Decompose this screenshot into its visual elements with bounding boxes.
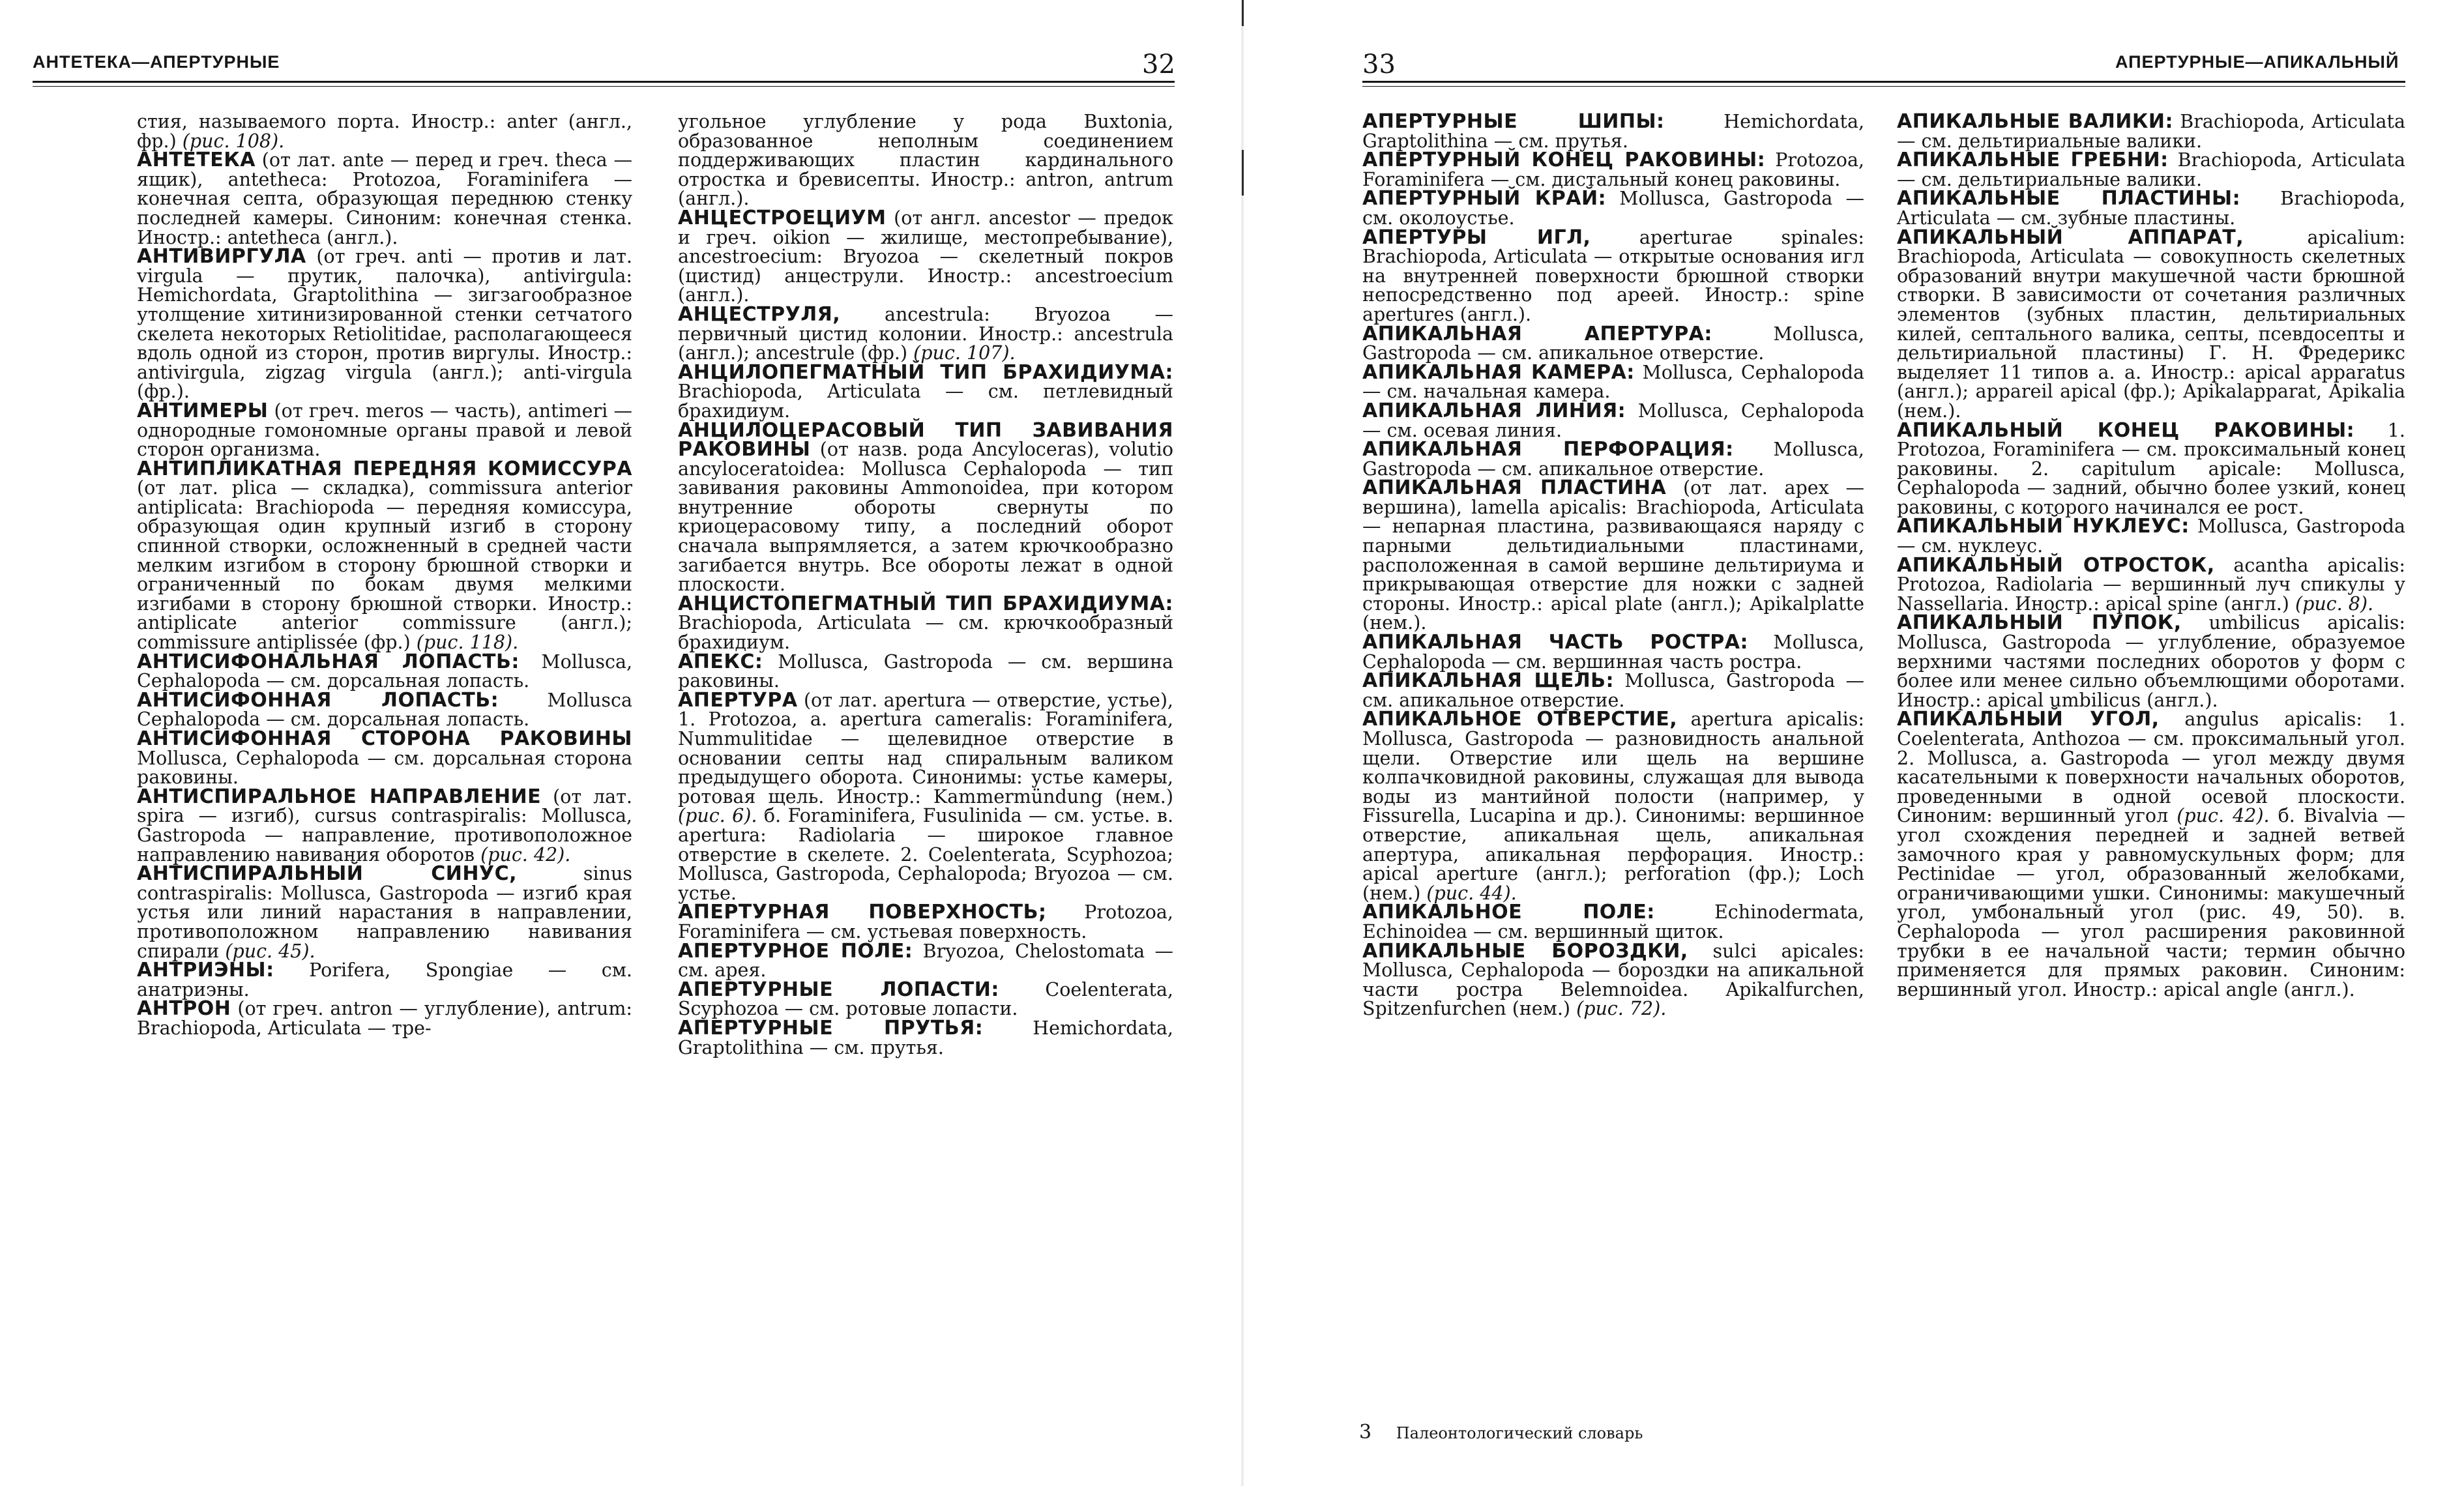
footer-title: Палеонтологический словарь <box>1396 1424 1643 1442</box>
dictionary-entry <box>1897 189 2405 227</box>
entry-text: Mollusca, Cephalopoda — см. начальная камера. <box>1362 361 1864 403</box>
header-rule <box>1362 81 2405 83</box>
running-head-right: АПЕРТУРНЫЕ—АПИКАЛЬНЫЙ <box>2115 52 2399 72</box>
entry-text: Mollusca, Gastropoda — см. околоустье. <box>1362 188 1864 229</box>
entry-headword: АПИКАЛЬНЫЙ НУКЛЕУС: <box>1897 515 2190 538</box>
entry-headword: АПЕРТУРНЫЙ КОНЕЦ РАКОВИНЫ: <box>1362 149 1766 172</box>
book-gutter <box>1241 0 1244 1486</box>
dictionary-entry <box>1897 112 2405 151</box>
dictionary-entry <box>137 999 632 1038</box>
entry-text: Mollusca, Cephalopoda — см. дорсальная лопасть. <box>137 650 632 692</box>
header-rule-thin <box>33 86 1175 87</box>
entry-text: sinus contraspiralis: Mollusca, Gastropoda — изгиб края устья или линий нарастания в направлении, противоположном направлению навивания спирали <box>137 863 632 962</box>
entry-text: umbilicus apicalis: Mollusca, Gastropoda — углубление, образуемое верхними частями последних оборотов у форм с более или менее сильно объемлющими оборотами. Иностр.: apical umbilicus (англ.). <box>1897 612 2405 711</box>
entry-headword: АПЕРТУРНЫЕ ШИПЫ: <box>1362 110 1665 133</box>
signature-mark: 3 <box>1359 1421 1372 1444</box>
entry-text: Protozoa, Foraminifera — см. устьевая поверхность. <box>678 901 1173 942</box>
entry-headword: АНЦИЛОПЕГМАТНЫЙ ТИП БРАХИДИУМА: <box>678 360 1173 384</box>
dictionary-entry <box>678 360 1173 422</box>
dictionary-entry <box>1897 553 2406 615</box>
entry-headword: АПЕКС: <box>678 650 763 673</box>
entry-headword: АПИКАЛЬНАЯ ПЕРФОРАЦИЯ: <box>1362 438 1734 461</box>
dictionary-entry <box>678 1016 1173 1058</box>
dictionary-entry <box>678 688 1174 904</box>
entry-text: sulci apicales: Mollusca, Cephalopoda — бороздки на апикальной части ростра Belemnoidea. Apikalfurchen, Spitzenfurchen (нем.) <box>1362 940 1864 1020</box>
figure-reference: (рис. 44). <box>1426 882 1517 904</box>
figure-reference: (рис. 8). <box>2295 592 2374 615</box>
dictionary-entry <box>1362 322 1864 364</box>
entry-headword: АНТРОН <box>137 997 231 1021</box>
entry-text: ancestrula: Bryozoa — первичный цистид колонии. Иностр.: ancestrula (англ.); ancestrule (фр.) <box>678 303 1173 364</box>
entry-headword: АПИКАЛЬНОЕ ПОЛЕ: <box>1362 901 1655 924</box>
entry-headword: АНТИСПИРАЛЬНЫЙ СИНУС, <box>137 862 517 886</box>
dictionary-entry <box>1897 151 2405 189</box>
entry-text: apicalium: Brachiopoda, Articulata — совокупность скелетных образований внутри макушечной части брюшной створки. В зависимости от сочетания различных элементов (зубных пластин, дельтириальных килей, септального валика, септы, псевдосепты и дельтириальной пластины) Г. Н. Фредерикс выделяет 11 типов а. а. Иностр.: apical apparatus (англ.); appareil apical (фр.); Apikalapparat, Apikalia (нем.). <box>1897 226 2405 422</box>
entry-headword: АПИКАЛЬНАЯ ПЛАСТИНА <box>1362 476 1667 500</box>
entry-text: Brachiopoda, Articulata — см. дельтириальные валики. <box>1897 111 2405 152</box>
entry-text: Protozoa, Foraminifera — см. дистальный конец раковины. <box>1362 149 1864 190</box>
entry-text: Mollusca, Cephalopoda — см. осевая линия. <box>1362 400 1864 441</box>
entry-text: angulus apicalis: 1. Coelenterata, Anthozoa — см. проксимальный угол. 2. Mollusca, а. Gastropoda — угол между двумя касательными к поверхности начальных оборотов, проведенными в одной осевой плоскости. Синоним: вершинный угол <box>1897 708 2405 827</box>
entry-text-continued: б. Bivalvia — угол схождения передней и задней ветвей замочного края у равномускульных форм; для Pectinidae — угол, образованный желобками, ограничивающими ушки. Синонимы: макушечный угол, умбональный угол (рис. 49, 50). в. Cephalopoda — угол расширения раковинной трубки в ее начальной части; термин обычно применяется для прямых раковин. Синоним: вершинный угол. Иностр.: apical angle (англ.). <box>1897 805 2405 1000</box>
dictionary-entry <box>1362 903 1864 941</box>
entry-headword: АПИКАЛЬНЫЙ ОТРОСТОК, <box>1897 553 2215 577</box>
dictionary-entry <box>1897 613 2405 710</box>
gutter-mark <box>1242 150 1244 196</box>
entry-text: Mollusca Cephalopoda — см. дорсальная лопасть. <box>137 689 632 731</box>
entry-headword: АПИКАЛЬНОЕ ОТВЕРСТИЕ, <box>1362 708 1678 731</box>
entry-headword: АПЕРТУРНОЕ ПОЛЕ: <box>678 939 913 963</box>
entry-text: Brachiopoda, Articulata — см. петлевидный брахидиум. <box>678 381 1173 422</box>
entry-text: стия, называемого порта. Иностр.: anter (англ., фр.) <box>137 111 632 152</box>
dictionary-entry <box>137 401 632 459</box>
dictionary-entry <box>137 151 632 247</box>
entry-headword: АПЕРТУРНЫЕ ЛОПАСТИ: <box>678 978 999 1001</box>
dictionary-entry <box>1362 939 1864 1020</box>
entry-headword: АНТИВИРГУЛА <box>137 245 306 269</box>
entry-headword: АНЦЕСТРОЕЦИУМ <box>678 206 887 229</box>
entry-headword: АПИКАЛЬНЫЕ БОРОЗДКИ, <box>1362 939 1688 963</box>
dictionary-entry <box>137 729 632 787</box>
entry-text: (от греч. anti — против и лат. virgula — прутик, палочка), antivirgula: Hemichordata, Graptolithina — зигзагообразное утолщение хитинизированной стенки сетчатого скелета некоторых Retiolitidae, располагающееся вдоль одной из сторон, против виргулы. Иностр.: antivirgula, zigzag virgula (англ.); anti-virgula (фр.). <box>137 246 632 403</box>
entry-headword: АПИКАЛЬНАЯ КАМЕРА: <box>1362 360 1635 384</box>
entry-text: Mollusca, Gastropoda — см. апикальное отверстие. <box>1362 670 1864 711</box>
entry-text: Mollusca, Cephalopoda — см. вершинная часть ростра. <box>1362 632 1864 673</box>
dictionary-entry <box>678 939 1173 982</box>
dictionary-entry <box>1897 228 2405 421</box>
entry-headword: АНТИСИФОННАЯ СТОРОНА РАКОВИНЫ <box>137 727 632 750</box>
dictionary-entry <box>1362 360 1864 403</box>
dictionary-entry <box>137 112 632 151</box>
entry-text: Mollusca, Gastropoda — см. апикальное отверстие. <box>1362 439 1864 480</box>
entry-text-continued: б. Foraminifera, Fusulinida — см. устье. в. apertura: Radiolaria — широкое главное отверстие в скелете. 2. Coelenterata, Scyphozoa; Mollusca, Gastropoda, Cephalopoda; Bryozoa — см. устье. <box>678 805 1174 904</box>
dictionary-entry <box>678 302 1173 364</box>
dictionary-entry <box>137 652 632 691</box>
left-page-column-1 <box>137 112 632 1038</box>
entry-headword: АПИКАЛЬНЫЙ КОНЕЦ РАКОВИНЫ: <box>1897 418 2355 442</box>
entry-text: Mollusca, Cephalopoda — см. дорсальная сторона раковины. <box>137 747 632 789</box>
entry-headword: АНЦИЛОЦЕРАСОВЫЙ ТИП ЗАВИВАНИЯ РАКОВИНЫ <box>678 418 1173 461</box>
entry-text: Hemichordata, Graptolithina — см. прутья. <box>678 1017 1173 1058</box>
entry-text: aperturae spinales: Brachiopoda, Articulata — открытые основания игл на внутренней поверхности брюшной створки непосредственно под ареей. Иностр.: spine apertures (англ.). <box>1362 226 1864 325</box>
figure-reference: (рис. 45). <box>225 940 315 962</box>
dictionary-entry <box>137 787 632 864</box>
right-page-column-1 <box>1362 112 1864 1019</box>
entry-headword: АПИКАЛЬНАЯ АПЕРТУРА: <box>1362 322 1712 345</box>
entry-text: (от лат. apex — вершина), lamella apicalis: Brachiopoda, Articulata — непарная пластина, развивающаяся наряду с парными дельтидиальными пластинами, расположенная в самой вершине дельтириума и прикрывающая отверстие для ножки с задней стороны. Иностр.: apical plate (англ.); Apikalplatte (нем.). <box>1362 477 1864 634</box>
entry-text: Mollusca, Gastropoda — см. нуклеус. <box>1897 516 2405 557</box>
dictionary-entry <box>678 903 1173 941</box>
dictionary-entry <box>1362 671 1864 710</box>
entry-text: Brachiopoda, Articulata — см. дельтириальные валики. <box>1897 149 2405 190</box>
entry-text: (от греч. meros — часть), antimeri — однородные гомономные органы правой и левой сторон организма. <box>137 400 632 461</box>
entry-headword: АНТИМЕРЫ <box>137 399 269 422</box>
entry-headword: АНЦЕСТРУЛЯ, <box>678 302 841 326</box>
entry-text: (от англ. ancestor — предок и греч. oikion — жилище, местопребывание), ancestroecium: Bryozoa — скелетный покров (цистид) анцеструли. Иностр.: ancestroecium (англ.). <box>678 207 1173 306</box>
entry-text: apertura apicalis: Mollusca, Gastropoda — разновидность анальной щели. Отверстие или щель на вершине колпачковидной раковины, служащая для вывода воды из мантийной полости (например, у Fissurella, Lucapina и др.). Синонимы: вершинное отверстие, апикальная щель, апикальная апертура, апикальная перфорация. Иностр.: apical aperture (англ.); perforation (фр.); Loch (нем.) <box>1362 708 1864 904</box>
figure-reference: (рис. 108). <box>182 130 285 152</box>
dictionary-entry <box>137 247 632 401</box>
entry-text: Mollusca, Gastropoda — см. апикальное отверстие. <box>1362 323 1864 364</box>
entry-headword: АНТРИЭНЫ: <box>137 959 274 982</box>
entry-headword: АНТЕТЕКА <box>137 149 256 172</box>
entry-headword: АПИКАЛЬНАЯ ЛИНИЯ: <box>1362 399 1626 422</box>
dictionary-entry <box>137 864 632 961</box>
entry-headword: АПИКАЛЬНЫЕ ВАЛИКИ: <box>1897 110 2174 133</box>
entry-headword: АПИКАЛЬНЫЕ ГРЕБНИ: <box>1897 149 2169 172</box>
left-page-column-2 <box>678 112 1173 1057</box>
entry-headword: АПЕРТУРА <box>678 688 798 712</box>
dictionary-entry <box>137 459 632 652</box>
entry-text: Coelenterata, Scyphozoa — см. ротовые лопасти. <box>678 978 1173 1020</box>
entry-text: acantha apicalis: Protozoa, Radiolaria — вершинный луч спикулы у Nassellaria. Иностр.: apical spine (англ.) <box>1897 554 2406 615</box>
dictionary-entry <box>1362 151 1864 189</box>
entry-text: (от назв. рода Ancyloceras), volutio ancyloceratoidea: Mollusca Cephalopoda — тип завивания раковины Ammonoidea, при котором внутренние обороты свернуты по криоцерасовому типу, а последний оборот сначала выпрямляется, а затем крючкообразно загибается внутрь. Все обороты лежат в одной плоскости. <box>678 439 1173 596</box>
dictionary-entry <box>678 112 1173 209</box>
entry-headword: АНТИСПИРАЛЬНОЕ НАПРАВЛЕНИЕ <box>137 785 542 808</box>
entry-text: 1. Protozoa, Foraminifera — см. проксимальный конец раковины. 2. capitulum apicale: Mollusca, Cephalopoda — задний, обычно более узкий, конец раковины, с которого начинался ее рост. <box>1897 419 2405 518</box>
entry-headword: АПЕРТУРНЫЙ КРАЙ: <box>1362 187 1607 211</box>
entry-text: Brachiopoda, Articulata — см. зубные пластины. <box>1897 188 2406 229</box>
entry-text: Porifera, Spongiae — см. анатриэны. <box>137 959 632 1000</box>
dictionary-entry <box>137 961 632 999</box>
figure-reference: (рис. 72). <box>1576 998 1667 1020</box>
page-number-left: 32 <box>1142 50 1175 80</box>
entry-headword: АПИКАЛЬНАЯ ЩЕЛЬ: <box>1362 669 1615 693</box>
dictionary-entry <box>1362 189 1864 227</box>
entry-headword: АПИКАЛЬНЫЙ АППАРАТ, <box>1897 226 2244 249</box>
dictionary-entry <box>1897 710 2405 999</box>
figure-reference: (рис. 42). <box>480 843 571 866</box>
dictionary-entry <box>678 980 1173 1019</box>
dictionary-entry <box>678 206 1173 306</box>
entry-headword: АПЕРТУРНЫЕ ПРУТЬЯ: <box>678 1016 984 1040</box>
right-page-column-2 <box>1897 112 2405 999</box>
entry-headword: АНЦИСТОПЕГМАТНЫЙ ТИП БРАХИДИУМА: <box>678 592 1173 615</box>
entry-headword: АНТИСИФОНАЛЬНАЯ ЛОПАСТЬ: <box>137 650 520 673</box>
entry-headword: АПЕРТУРЫ ИГЛ, <box>1362 226 1591 249</box>
entry-text: (от лат. apertura — отверстие, устье), 1. Protozoa, а. apertura cameralis: Foraminifera, Nummulitidae — щелевидное отверстие в основании септы над спиральным валиком предыдущего оборота. Синонимы: устье камеры, ротовая щель. Иностр.: Kammermündung (нем.) <box>678 689 1173 808</box>
dictionary-entry <box>1362 228 1864 325</box>
figure-reference: (рис. 118). <box>416 632 519 654</box>
dictionary-entry <box>1362 633 1864 671</box>
dictionary-entry <box>1362 440 1864 478</box>
entry-headword: АПИКАЛЬНЫЙ УГОЛ, <box>1897 708 2160 731</box>
dictionary-entry <box>1362 710 1864 903</box>
dictionary-entry <box>1362 478 1864 633</box>
entry-text: угольное углубление у рода Buxtonia, образованное неполным соединением поддерживающих пластин кардинального отростка и бревисепты. Иностр.: antron, antrum (англ.). <box>678 111 1173 210</box>
dictionary-entry <box>1897 517 2405 555</box>
entry-headword: АНТИСИФОННАЯ ЛОПАСТЬ: <box>137 688 499 712</box>
dictionary-entry <box>1897 418 2405 518</box>
entry-text: Echinodermata, Echinoidea — см. вершинный щиток. <box>1362 901 1864 942</box>
entry-text: Hemichordata, Graptolithina — см. прутья. <box>1362 111 1864 152</box>
running-head-left: АНТЕТЕКА—АПЕРТУРНЫЕ <box>33 52 280 72</box>
header-rule <box>33 81 1175 83</box>
entry-text: Bryozoa, Chelostomata — см. арея. <box>678 940 1173 982</box>
gutter-mark <box>1242 0 1244 26</box>
figure-reference: (рис. 42). <box>2177 805 2270 827</box>
dictionary-entry <box>137 688 632 731</box>
right-page <box>1245 0 2464 1486</box>
dictionary-entry <box>1362 112 1864 151</box>
entry-text: (от лат. ante — перед и греч. theca — ящик), antetheca: Protozoa, Foraminifera — конечная септа, образующая переднюю стенку последней камеры. Синоним: конечная стенка. Иностр.: antetheca (англ.). <box>137 149 632 248</box>
entry-text: (от греч. antron — углубление), antrum: Brachiopoda, Articulata — тре- <box>137 998 632 1039</box>
header-rule-thin <box>1362 86 2405 87</box>
entry-headword: АПИКАЛЬНЫЙ ПУПОК, <box>1897 611 2182 635</box>
dictionary-entry <box>678 418 1173 596</box>
entry-text: Mollusca, Gastropoda — см. вершина раковины. <box>678 650 1173 692</box>
dictionary-entry <box>678 594 1173 652</box>
entry-text: Brachiopoda, Articulata — см. крючкообразный брахидиум. <box>678 612 1173 654</box>
dictionary-entry <box>1362 401 1864 440</box>
page-footer <box>1359 1421 1643 1444</box>
entry-headword: АПИКАЛЬНАЯ ЧАСТЬ РОСТРА: <box>1362 631 1748 654</box>
page-number-right: 33 <box>1362 50 1396 80</box>
entry-text: (от лат. spira — изгиб), cursus contraspiralis: Mollusca, Gastropoda — направление, противоположное направлению навивания оборотов <box>137 785 632 866</box>
figure-reference: (рис. 6). <box>678 805 757 827</box>
entry-headword: АПИКАЛЬНЫЕ ПЛАСТИНЫ: <box>1897 187 2241 211</box>
entry-headword: АПЕРТУРНАЯ ПОВЕРХНОСТЬ; <box>678 901 1047 924</box>
dictionary-entry <box>678 652 1173 691</box>
figure-reference: (рис. 107). <box>913 342 1016 364</box>
entry-text: (от лат. plica — складка), commissura anterior antiplicata: Brachiopoda — передняя комиссура, образующая один крупный изгиб в сторону спинной створки, осложненный в средней части мелким изгибом в сторону брюшной створки и ограниченный по бокам двумя мелкими изгибами в сторону брюшной створки. Иностр.: antiplicate anterior commissure (англ.); commissure antiplissée (фр.) <box>137 477 632 654</box>
entry-headword: АНТИПЛИКАТНАЯ ПЕРЕДНЯЯ КОМИССУРА <box>137 457 632 480</box>
